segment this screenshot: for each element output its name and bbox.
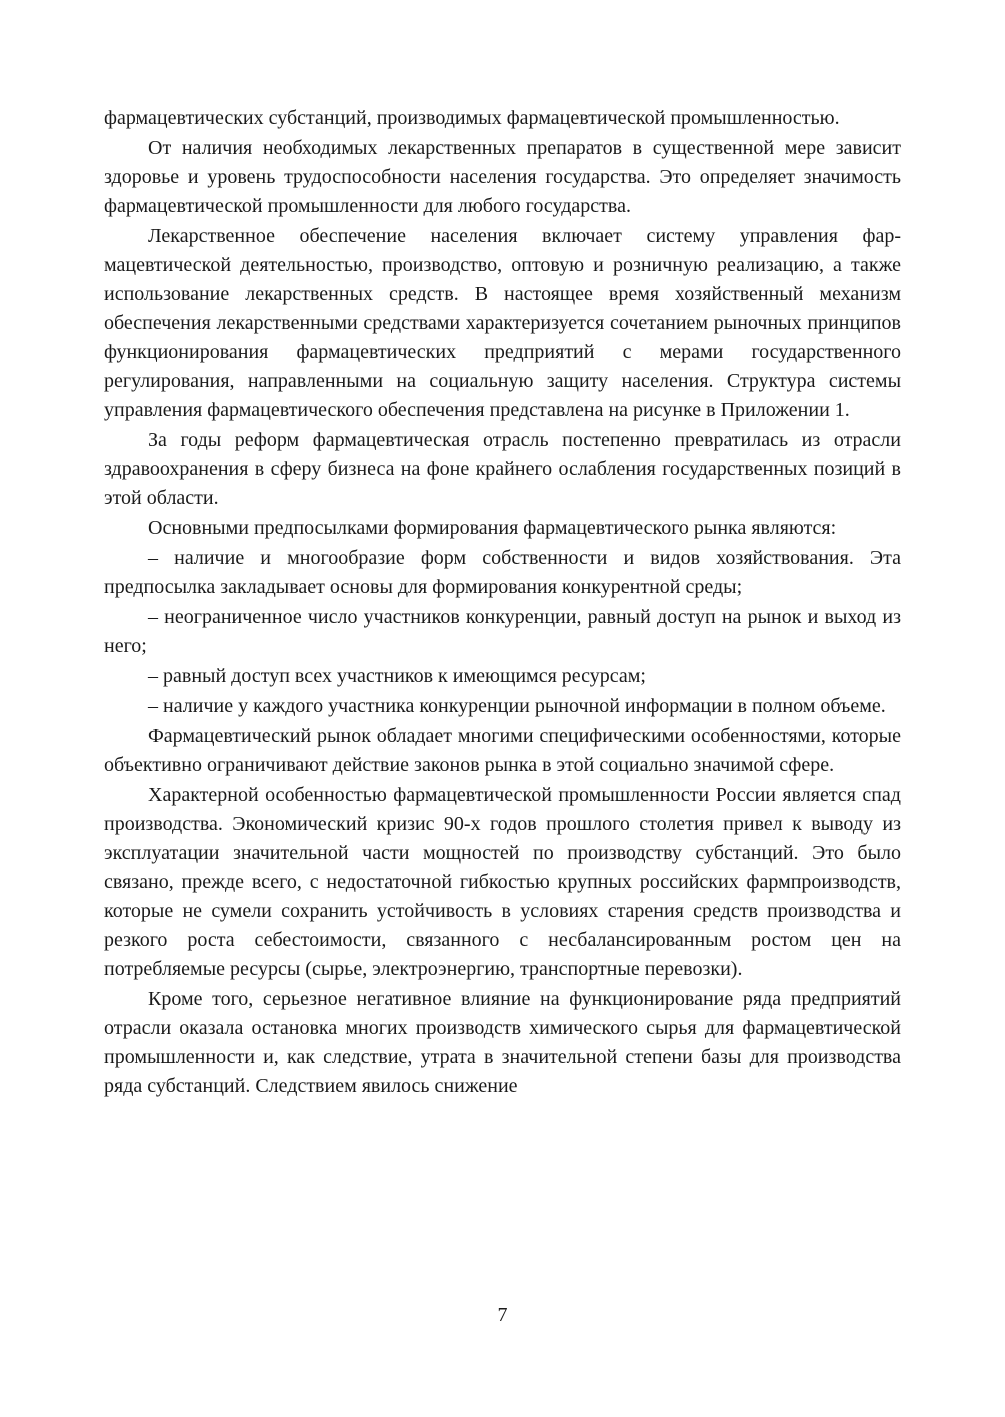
paragraph: От наличия необходимых лекарственных препаратов в существенной мере зависит здоровье и уровень трудоспособности населения государства. Это определяет значимость фармацевтической промышленности для любого государства. <box>104 137 901 217</box>
paragraph: За годы реформ фармацевтическая отрасль постепенно превратилась из отрасли здравоохранения в сферу бизнеса на фоне крайнего ослабления государственных позиций в этой области. <box>104 429 901 509</box>
paragraph: Основными предпосылками формирования фармацевтического рынка являются: <box>148 517 837 539</box>
paragraph: Лекарственное обеспечение населения включает систему управления фармацевтической деятельностью, производство, оптовую и розничную реализацию, а также использование лекарственных средств. В настоящее время хозяйственный механизм обеспечения лекарственными средствами характеризуется сочетанием рыночных принципов функционирования фармацевтических предприятий с мерами государственного регулирования, направленными на социальную защиту населения. Структура системы управления фармацевтического обеспечения представлена на рисунке в Приложении 1. <box>104 225 901 421</box>
paragraph: Кроме того, серьезное негативное влияние на функционирование ряда предприятий отрасли оказала остановка многих производств химического сырья для фармацевтической промышленности и, как следствие, утрата в значительной степени базы для производства ряда субстанций. Следствием явилось снижение <box>104 988 901 1097</box>
list-item: – равный доступ всех участников к имеющимся ресурсам; <box>148 665 646 687</box>
page-number: 7 <box>497 1304 508 1326</box>
page-body <box>104 104 901 1101</box>
paragraph: Характерной особенностью фармацевтической промышленности России является спад производства. Экономический кризис 90-х годов прошлого столетия привел к выводу из эксплуатации значительной части мощностей по производству субстанций. Это было связано, прежде всего, с недостаточной гибкостью крупных российских фармпроизводств, которые не сумели сохранить устойчивость в условиях старения средств производства и резкого роста себестоимости, связанного с несбалансированным ростом цен на потребляемые ресурсы (сырье, электроэнергию, транспортные перевозки). <box>104 784 901 980</box>
list-item: – неограниченное число участников конкуренции, равный доступ на рынок и выход из него; <box>104 606 901 657</box>
paragraph-continuation: фармацевтических субстанций, производимых фармацевтической промышленностью. <box>104 107 840 129</box>
paragraph: Фармацевтический рынок обладает многими специфическими особенностями, которые объективно ограничивают действие законов рынка в этой социально значимой сфере. <box>104 725 901 776</box>
list-item: – наличие и многообразие форм собственности и видов хозяйствования. Эта предпосылка закладывает основы для формирования конкурентной среды; <box>104 547 901 598</box>
list-item: – наличие у каждого участника конкуренции рыночной информации в полном объеме. <box>148 695 886 717</box>
